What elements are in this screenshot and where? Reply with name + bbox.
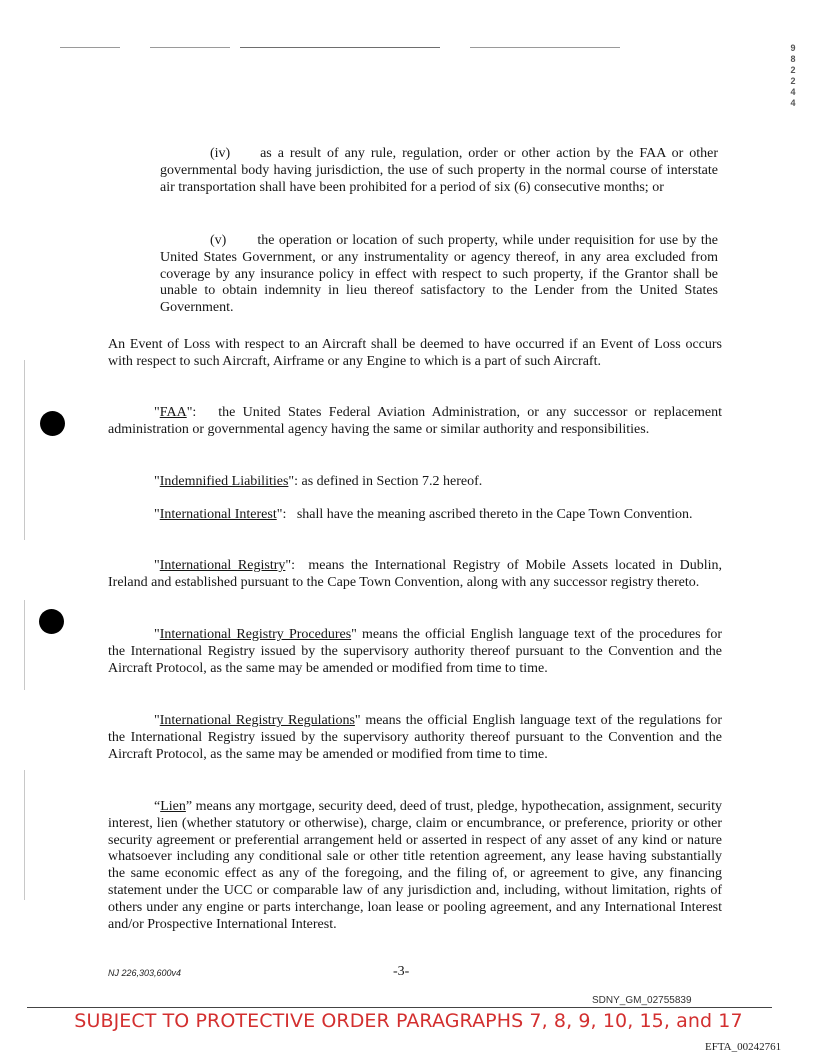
definition-indemnified-liabilities: "Indemnified Liabilities": as defined in Section 7.2 hereof. [154,474,483,489]
defined-term: International Interest [159,507,277,522]
definition-text: the United States Federal Aviation Administration, or any successor or replacement administration or governmental agency having the same or similar authority and responsibilities. [108,405,723,437]
definition-text: means the International Registry of Mobile Assets located in Dublin, Ireland and established pursuant to the Cape Town Convention, along with any successor registry thereto. [108,558,722,590]
definition-international-registry-procedures: "International Registry Procedures" means the official English language text of the procedures for the International Registry issued by the supervisory authority thereof pursuant to the Convention and the Aircraft Protocol, as the same may be amended or modified from time to time. [108,627,722,676]
scan-artifact-rule [150,47,230,48]
definition-text: as defined in Section 7.2 hereof. [301,474,483,489]
scan-artifact-rule [60,47,120,48]
punch-hole [39,609,64,634]
vertical-stamp-number: 9 8 2 2 4 4 [790,43,796,108]
scan-margin-line [24,600,25,690]
defined-term: International Registry Regulations [159,713,355,728]
definition-text: means the official English language text of the procedures for the International Registry issued by the supervisory authority thereof pursuant to the Convention and the Aircraft Protocol, as the same may be amended or modified from time to time. [108,627,722,676]
definition-text: shall have the meaning ascribed thereto in the Cape Town Convention. [296,507,693,522]
punch-hole [40,411,65,436]
scan-margin-line [24,770,25,900]
footer-divider [27,1007,772,1008]
defined-term: Indemnified Liabilities [159,474,289,489]
defined-term: International Registry [159,558,286,573]
clause-label: (iv) [210,146,231,161]
event-of-loss-paragraph: An Event of Loss with respect to an Aircraft shall be deemed to have occurred if an Event of Loss occurs with respect to such Aircraft, Airframe or any Engine to which is a part of such Aircraft. [108,337,722,369]
clause-text: as a result of any rule, regulation, order or other action by the FAA or other governmental body having jurisdiction, the use of such property in the normal course of interstate air transportation shall have been prohibited for a period of six (6) consecutive months; or [160,146,718,195]
scan-artifact-rule [240,47,440,48]
document-reference: NJ 226,303,600v4 [108,968,182,978]
scan-margin-line [24,360,25,540]
scan-artifact-rule [470,47,620,48]
definition-text: means the official English language text of the regulations for the International Registry issued by the supervisory authority thereof pursuant to the Convention and the Aircraft Protocol, as the same may be amended or modified from time to time. [108,713,722,762]
efta-number: EFTA_00242761 [705,1041,782,1053]
definition-faa: "FAA": the United States Federal Aviation Administration, or any successor or replacement administration or governmental agency having the same or similar authority and responsibilities. [108,405,723,437]
page-number: -3- [393,964,410,979]
definition-international-registry-regulations: "International Registry Regulations" means the official English language text of the regulations for the International Registry issued by the supervisory authority thereof pursuant to the Convention and the Aircraft Protocol, as the same may be amended or modified from time to time. [108,713,722,762]
defined-term: Lien [160,799,186,814]
clause-item-v [160,233,718,317]
clause-label: (v) [210,233,227,248]
clause-item-iv [160,146,718,196]
definition-international-interest: "International Interest": shall have the meaning ascribed thereto in the Cape Town Convention. [154,507,693,522]
definition-lien: “Lien” means any mortgage, security deed, deed of trust, pledge, hypothecation, assignment, security interest, lien (whether statutory or otherwise), charge, claim or encumbrance, or preference, priority or other security agreement or preferential arrangement held or asserted in respect of any asset of any kind or nature whatsoever including any conditional sale or other title retention agreement, any lease having substantially the same economic effect as any of the foregoing, and the filing of, or agreement to give, any financing statement under the UCC or comparable law of any jurisdiction and, including, without limitation, rights of others under any engine or parts interchange, loan lease or pooling agreement, and any International Interest and/or Prospective International Interest. [108,799,723,932]
protective-order-banner: SUBJECT TO PROTECTIVE ORDER PARAGRAPHS 7, 8, 9, 10, 15, and 17 [74,1010,743,1032]
bates-number: SDNY_GM_02755839 [592,995,692,1006]
defined-term: FAA [159,405,187,420]
defined-term: International Registry Procedures [159,627,352,642]
definition-international-registry: "International Registry": means the International Registry of Mobile Assets located in Dublin, Ireland and established pursuant to the Cape Town Convention, along with any successor registry thereto. [108,558,722,590]
definition-text: means any mortgage, security deed, deed of trust, pledge, hypothecation, assignment, security interest, lien (whether statutory or otherwise), charge, claim or encumbrance, or preference, priority or other security agreement or preferential arrangement held or asserted in respect of any asset of any kind or nature whatsoever including any conditional sale or other title retention agreement, any lease having substantially the same economic effect as any of the foregoing, and the filing of, or agreement to give, any financing statement under the UCC or comparable law of any jurisdiction and, including, without limitation, rights of others under any engine or parts interchange, loan lease or pooling agreement, and any International Interest and/or Prospective International Interest. [108,799,723,932]
clause-text: the operation or location of such property, while under requisition for use by the United States Government, or any instrumentality or agency thereof, in any area excluded from coverage by any insurance policy in effect with respect to such property, if the Grantor shall be unable to obtain indemnity in lieu thereof satisfactory to the Lender from the United States Government. [160,233,719,316]
